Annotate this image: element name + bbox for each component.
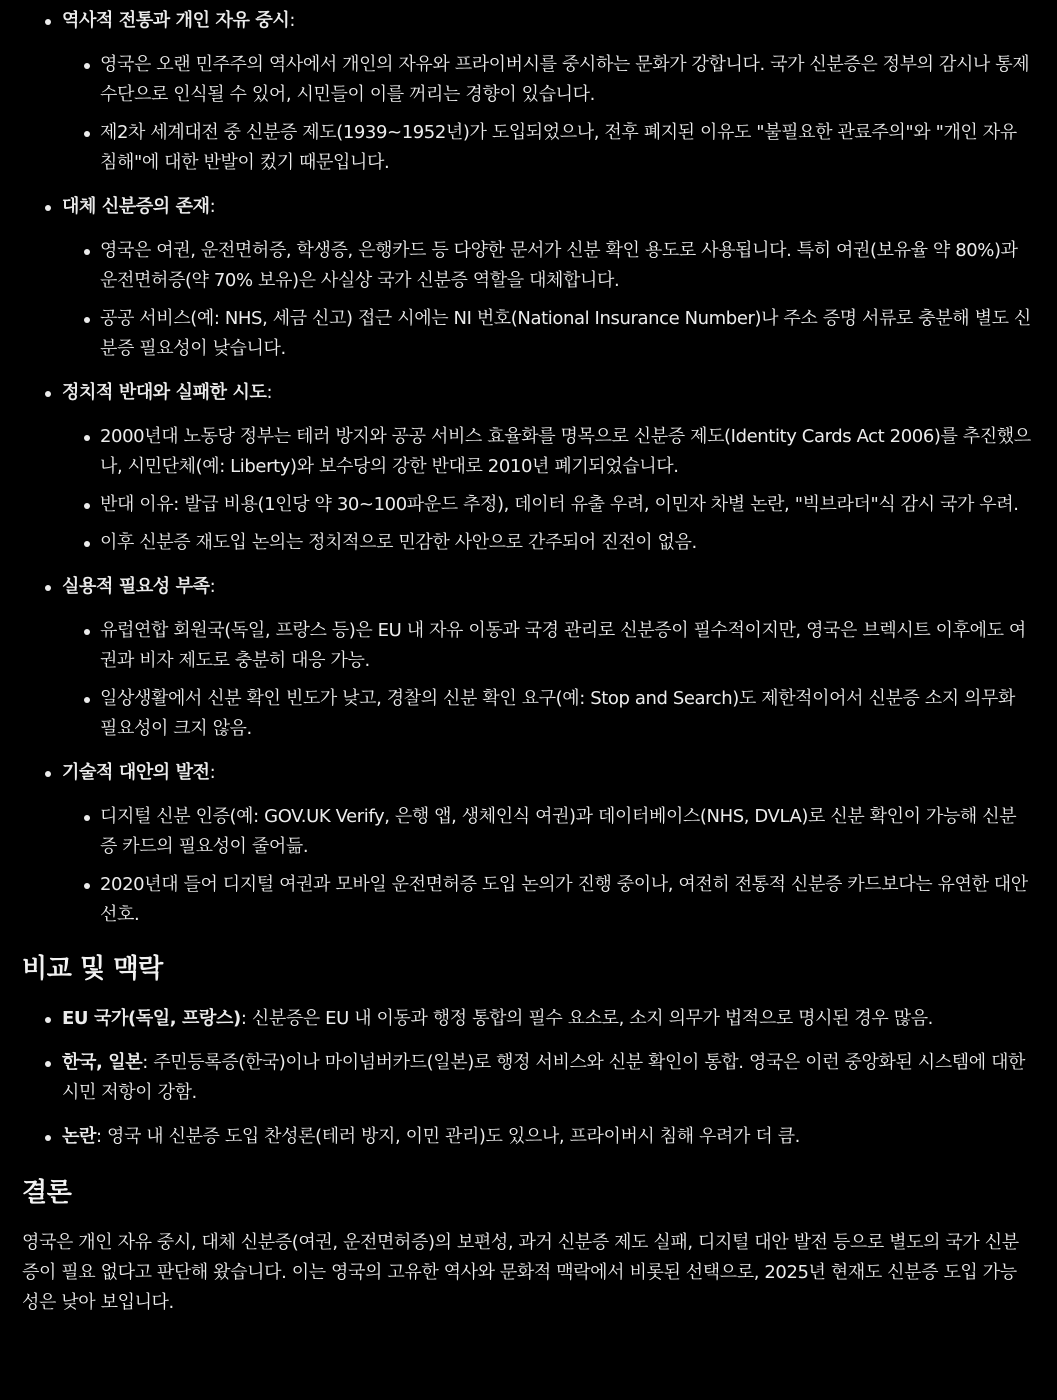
reason-section: 역사적 전통과 개인 자유 중시: 영국은 오랜 민주주의 역사에서 개인의 자유와 프라이버시를 중시하는 문화가 강합니다. 국가 신분증은 정부의 감시나 통제 수단으로 인식될 수 있어, 시민들이 이를 꺼리는 경향이 있습니다. 제2차 세계대전 중 신분증 제도(1939~1952년)가 도입되었으나, 전후 폐지된 이유도 "불필요한 관료주의"와 "개인 자유 침해"에 대한 반발이 컸기 때문입니다. (22, 6, 1033, 178)
list-item: 유럽연합 회원국(독일, 프랑스 등)은 EU 내 자유 이동과 국경 관리로 신분증이 필수적이지만, 영국은 브렉시트 이후에도 여권과 비자 제도로 충분히 대응 가능. (62, 616, 1033, 676)
compare-text: : 영국 내 신분증 도입 찬성론(테러 방지, 이민 관리)도 있으나, 프라이버시 침해 우려가 더 큼. (95, 1126, 800, 1147)
reason-section: 실용적 필요성 부족: 유럽연합 회원국(독일, 프랑스 등)은 EU 내 자유 이동과 국경 관리로 신분증이 필수적이지만, 영국은 브렉시트 이후에도 여권과 비자 제도로 충분히 대응 가능. 일상생활에서 신분 확인 빈도가 낮고, 경찰의 신분 확인 요구(예: Stop and Search)도 제한적이어서 신분증 소지 의무화 필요성이 크지 않음. (22, 572, 1033, 744)
compare-item (22, 1122, 1033, 1152)
list-item: 반대 이유: 발급 비용(1인당 약 30~100파운드 추정), 데이터 유출 우려, 이민자 차별 논란, "빅브라더"식 감시 국가 우려. (62, 490, 1033, 520)
section-title: 기술적 대안의 발전 (62, 762, 210, 783)
compare-text: : 신분증은 EU 내 이동과 행정 통합의 필수 요소로, 소지 의무가 법적으로 명시된 경우 많음. (240, 1008, 934, 1029)
list-item: 영국은 여권, 운전면허증, 학생증, 은행카드 등 다양한 문서가 신분 확인 용도로 사용됩니다. 특히 여권(보유율 약 80%)과 운전면허증(약 70% 보유)은 사실상 국가 신분증 역할을 대체합니다. (62, 236, 1033, 296)
list-item: 공공 서비스(예: NHS, 세금 신고) 접근 시에는 NI 번호(National Insurance Number)나 주소 증명 서류로 충분해 별도 신분증 필요성이 낮습니다. (62, 304, 1033, 364)
compare-item (22, 1004, 1033, 1034)
compare-heading: 비교 및 맥락 (22, 954, 163, 984)
compare-label: 논란 (62, 1126, 96, 1147)
compare-label: EU 국가(독일, 프랑스) (62, 1008, 241, 1029)
conclusion-heading: 결론 (22, 1178, 72, 1208)
section-title: 대체 신분증의 존재 (62, 196, 210, 217)
compare-list (22, 1004, 1033, 1152)
list-item: 2020년대 들어 디지털 여권과 모바일 운전면허증 도입 논의가 진행 중이나, 여전히 전통적 신분증 카드보다는 유연한 대안 선호. (62, 870, 1033, 930)
list-item: 2000년대 노동당 정부는 테러 방지와 공공 서비스 효율화를 명목으로 신분증 제도(Identity Cards Act 2006)를 추진했으나, 시민단체(예: Liberty)와 보수당의 강한 반대로 2010년 폐기되었습니다. (62, 422, 1033, 482)
compare-item (22, 1048, 1033, 1108)
reasons-list (22, 6, 1033, 930)
section-title: 역사적 전통과 개인 자유 중시 (62, 10, 290, 31)
reason-section: 기술적 대안의 발전: 디지털 신분 인증(예: GOV.UK Verify, 은행 앱, 생체인식 여권)과 데이터베이스(NHS, DVLA)로 신분 확인이 가능해 신분증 카드의 필요성이 줄어듦. 2020년대 들어 디지털 여권과 모바일 운전면허증 도입 논의가 진행 중이나, 여전히 전통적 신분증 카드보다는 유연한 대안 선호. (22, 758, 1033, 930)
reason-section: 대체 신분증의 존재: 영국은 여권, 운전면허증, 학생증, 은행카드 등 다양한 문서가 신분 확인 용도로 사용됩니다. 특히 여권(보유율 약 80%)과 운전면허증(약 70% 보유)은 사실상 국가 신분증 역할을 대체합니다. 공공 서비스(예: NHS, 세금 신고) 접근 시에는 NI 번호(National Insurance Number)나 주소 증명 서류로 충분해 별도 신분증 필요성이 낮습니다. (22, 192, 1033, 364)
section-title: 실용적 필요성 부족 (62, 576, 210, 597)
list-item: 이후 신분증 재도입 논의는 정치적으로 민감한 사안으로 간주되어 진전이 없음. (62, 528, 1033, 558)
list-item: 일상생활에서 신분 확인 빈도가 낮고, 경찰의 신분 확인 요구(예: Stop and Search)도 제한적이어서 신분증 소지 의무화 필요성이 크지 않음. (62, 684, 1033, 744)
section-title: 정치적 반대와 실패한 시도 (62, 382, 267, 403)
compare-label: 한국, 일본 (62, 1052, 143, 1073)
list-item: 영국은 오랜 민주주의 역사에서 개인의 자유와 프라이버시를 중시하는 문화가 강합니다. 국가 신분증은 정부의 감시나 통제 수단으로 인식될 수 있어, 시민들이 이를 꺼리는 경향이 있습니다. (62, 50, 1033, 110)
reason-section: 정치적 반대와 실패한 시도: 2000년대 노동당 정부는 테러 방지와 공공 서비스 효율화를 명목으로 신분증 제도(Identity Cards Act 2006)를 추진했으나, 시민단체(예: Liberty)와 보수당의 강한 반대로 2010년 폐기되었습니다. 반대 이유: 발급 비용(1인당 약 30~100파운드 추정), 데이터 유출 우려, 이민자 차별 논란, "빅브라더"식 감시 국가 우려. 이후 신분증 재도입 논의는 정치적으로 민감한 사안으로 간주되어 진전이 없음. (22, 378, 1033, 558)
list-item: 제2차 세계대전 중 신분증 제도(1939~1952년)가 도입되었으나, 전후 폐지된 이유도 "불필요한 관료주의"와 "개인 자유 침해"에 대한 반발이 컸기 때문입니다. (62, 118, 1033, 178)
conclusion-paragraph: 영국은 개인 자유 중시, 대체 신분증(여권, 운전면허증)의 보편성, 과거 신분증 제도 실패, 디지털 대안 발전 등으로 별도의 국가 신분증이 필요 없다고 판단해 왔습니다. 이는 영국의 고유한 역사와 문화적 맥락에서 비롯된 선택으로, 2025년 현재도 신분증 도입 가능성은 낮아 보입니다. (22, 1232, 1019, 1313)
compare-text: : 주민등록증(한국)이나 마이넘버카드(일본)로 행정 서비스와 신분 확인이 통합. 영국은 이런 중앙화된 시스템에 대한 시민 저항이 강함. (62, 1052, 1026, 1103)
list-item: 디지털 신분 인증(예: GOV.UK Verify, 은행 앱, 생체인식 여권)과 데이터베이스(NHS, DVLA)로 신분 확인이 가능해 신분증 카드의 필요성이 줄어듦. (62, 802, 1033, 862)
